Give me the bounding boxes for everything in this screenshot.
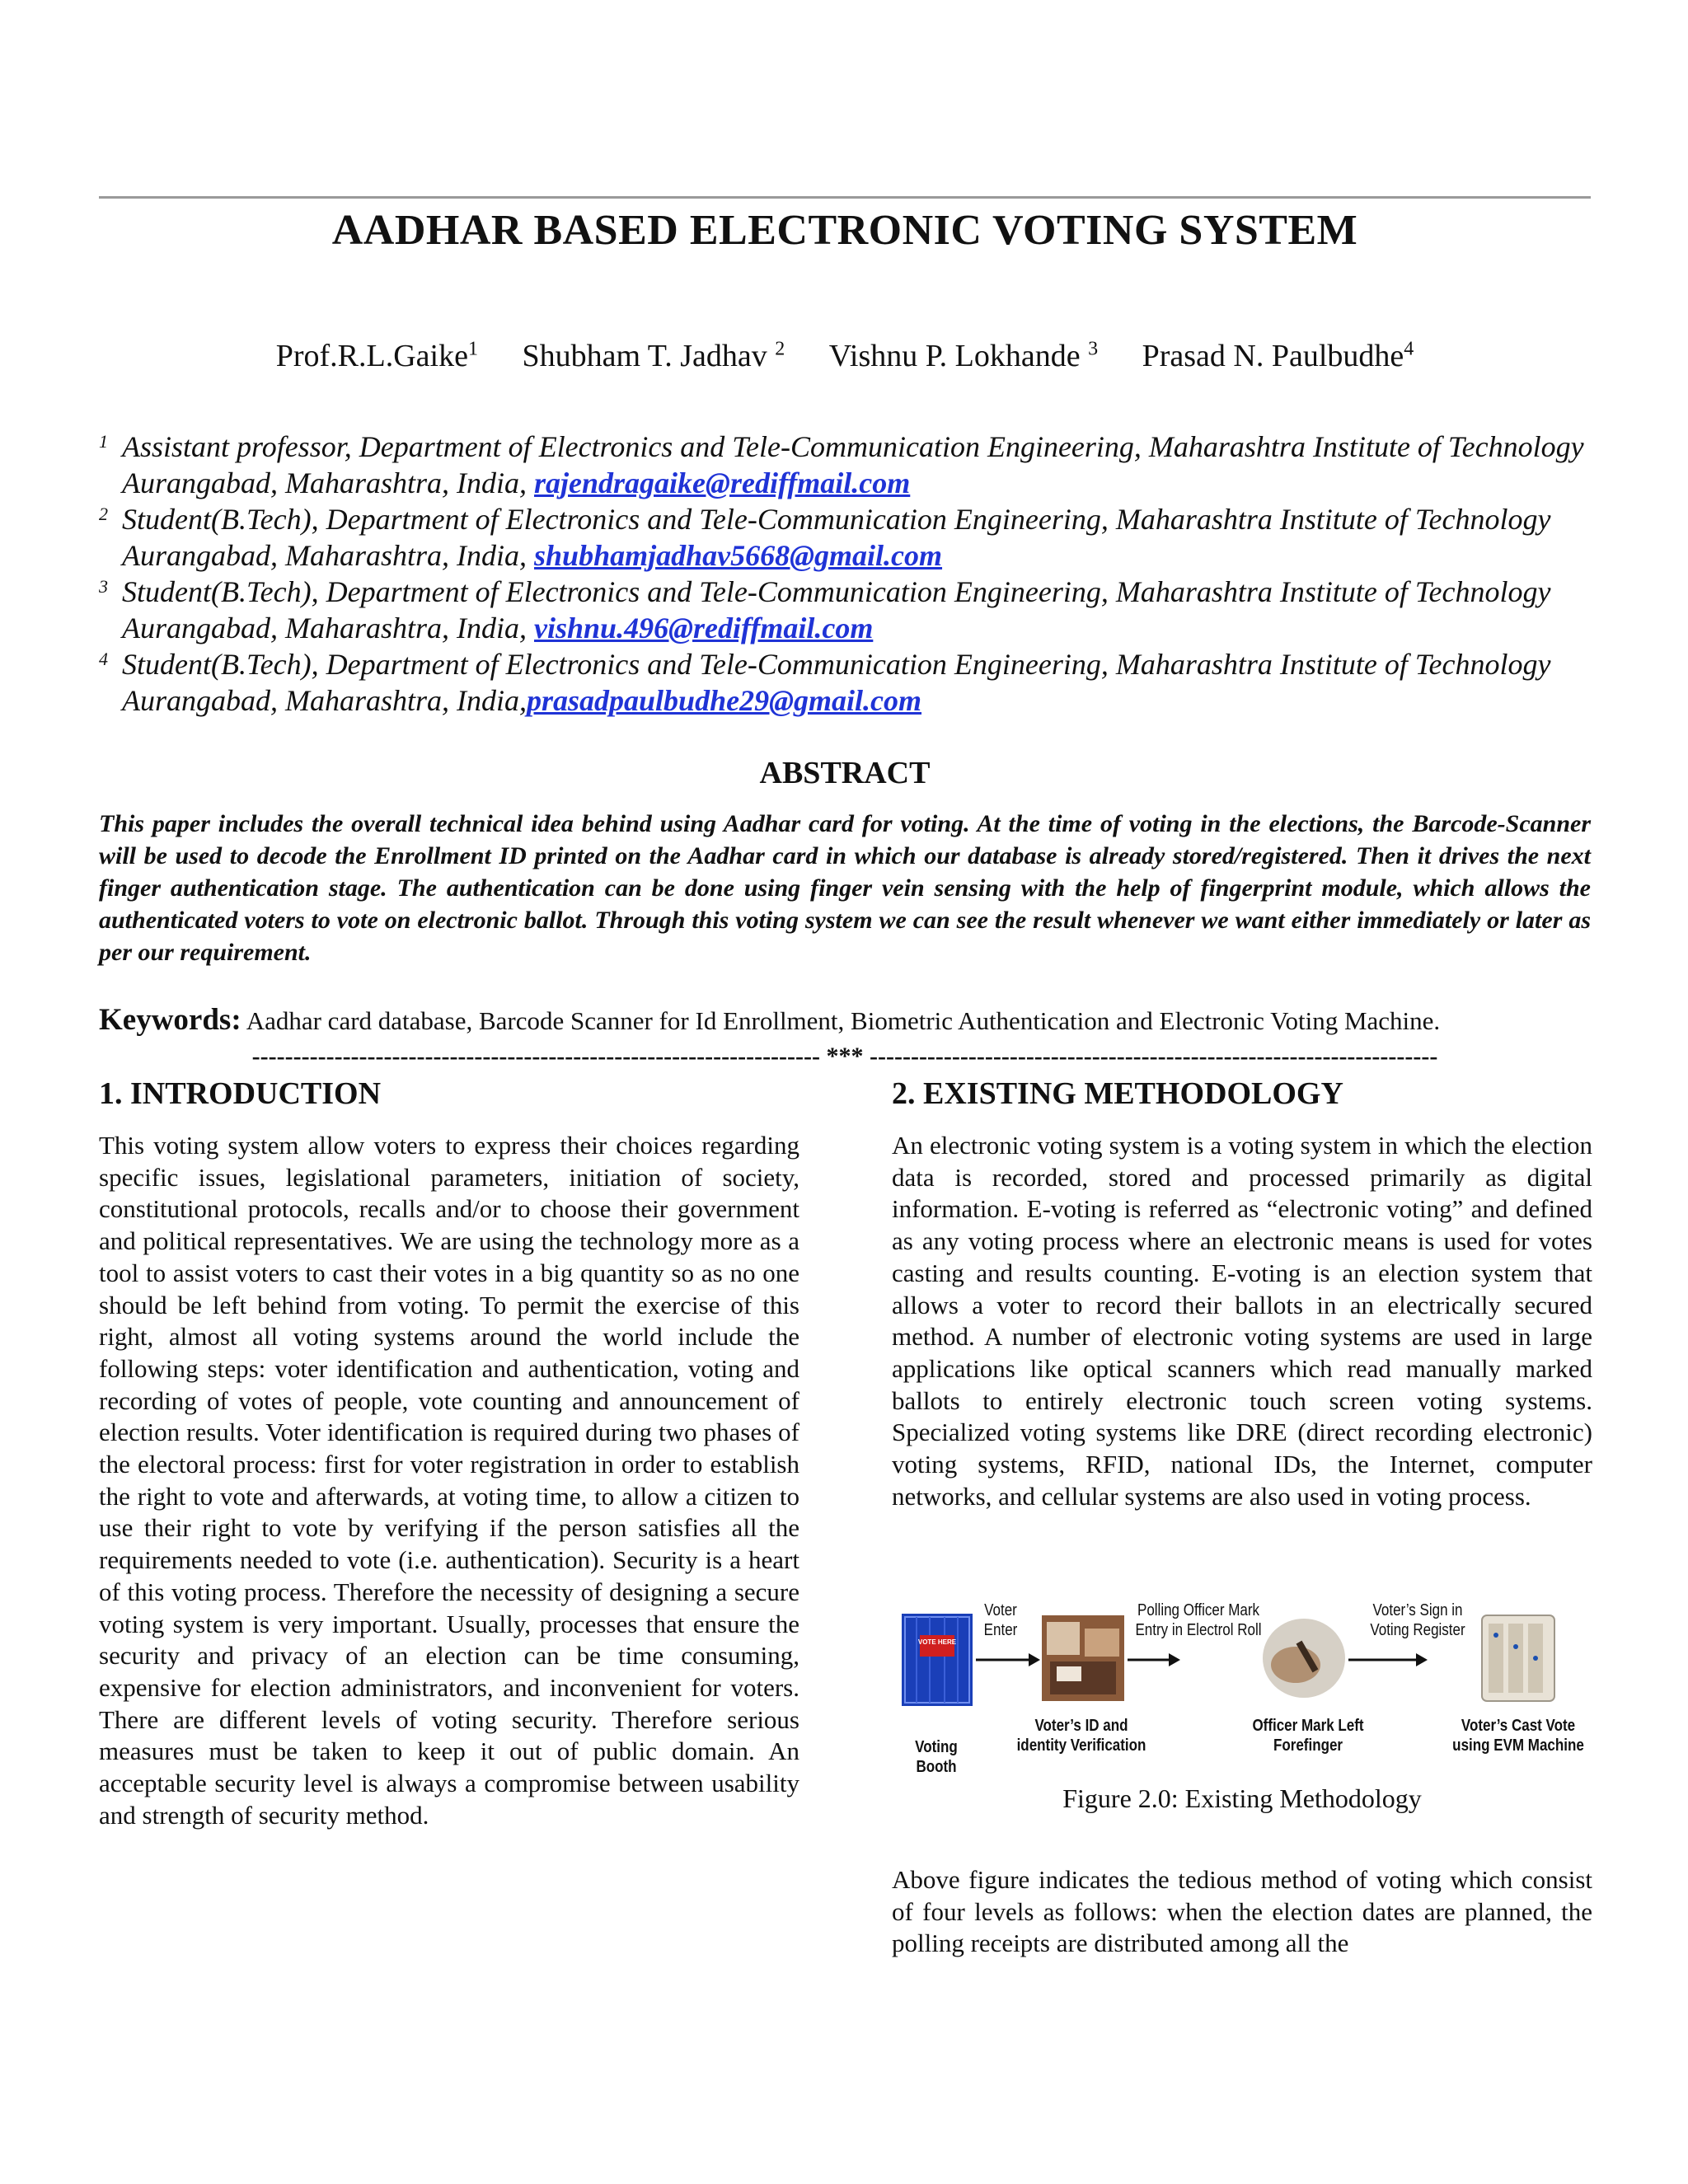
email-link[interactable]: shubhamjadhav5668@gmail.com	[534, 539, 943, 572]
keywords-label: Keywords:	[99, 1003, 241, 1037]
author	[829, 338, 1098, 374]
keywords	[99, 1002, 1599, 1038]
affiliation	[99, 501, 1599, 574]
email-link[interactable]: vishnu.496@rediffmail.com	[534, 612, 874, 644]
figure-caption: Figure 2.0: Existing Methodology	[1062, 1783, 1422, 1813]
header-rule	[99, 196, 1591, 199]
author-name: Shubham T. Jadhav	[522, 339, 767, 373]
email-link[interactable]: prasadpaulbudhe29@gmail.com	[527, 684, 922, 717]
label-id-verification: Voter’s ID and identity Verification	[1016, 1717, 1146, 1755]
author-sup: 2	[775, 338, 785, 360]
section-separator: --------------------------------------------------------------------- *** ---------------------------------------------------------------------	[251, 1043, 1438, 1070]
label-cast-vote: Voter’s Cast Vote using EVM Machine	[1452, 1717, 1584, 1755]
section-heading: 1. INTRODUCTION	[99, 1076, 382, 1111]
id-verification-image	[1042, 1615, 1124, 1701]
section-heading: 2. EXISTING METHODOLOGY	[892, 1076, 1343, 1111]
affiliation	[99, 574, 1599, 646]
affiliation	[99, 646, 1599, 719]
post-figure-section	[892, 1864, 1592, 1960]
affiliation-sup: 1	[99, 431, 108, 452]
existing-methodology-figure	[892, 1599, 1597, 1776]
evm-machine-image	[1482, 1615, 1554, 1701]
author-name: Prasad N. Paulbudhe	[1142, 339, 1404, 373]
affiliation-text: Student(B.Tech), Department of Electronics and Tele-Communication Engineering, Maharashtra Institute of Technology Aurangabad, Maharashtra, India,	[122, 648, 1551, 717]
existing-methodology-section	[892, 1076, 1592, 1512]
affiliation-text: Assistant professor, Department of Electronics and Tele-Communication Engineering, Maharashtra Institute of Technology Aurangabad, Maharashtra, India,	[122, 430, 1584, 499]
intro-section	[99, 1076, 799, 1831]
paper-title: AADHAR BASED ELECTRONIC VOTING SYSTEM	[331, 207, 1358, 254]
affiliation-sup: 3	[99, 576, 108, 597]
post-figure-paragraph: Above figure indicates the tedious method of voting which consist of four levels as follows: when the election dates are planned, the polling receipts are distributed among all the	[892, 1865, 1592, 1958]
affiliation-text: Student(B.Tech), Department of Electronics and Tele-Communication Engineering, Maharashtra Institute of Technology Aurangabad, Maharashtra, India,	[122, 503, 1551, 572]
affiliation-sup: 4	[99, 649, 108, 669]
intro-paragraph: This voting system allow voters to express their choices regarding specific issues, legislational parameters, initiation of society, constitutional protocols, recalls and/or to choose their government and political representatives. We are using the technology more as a tool to assist voters to cast their votes in a big quantity so as no one should be left behind from voting. To permit the exercise of this right, almost all voting systems around the world include the following steps: voter identification and authentication, voting and recording of votes of people, vote counting and announcement of election results. Voter identification is required during two phases of the electoral process: first for voter registration in order to establish the right to vote and afterwards, at voting time, to allow a citizen to use their right to vote by verifying if the person satisfies all the requirements needed to vote (i.e. authentication). Security is a heart of this voting process. Therefore the necessity of designing a secure voting system is very important. Usually, processes that ensure the security and privacy of an election can be time consuming, expensive for election administrators, and inconvenient for voters. There are different levels of voting security. Therefore serious measures must be taken to keep it out of public domain. An acceptable security level is always a compromise between usability and strength of security method.	[99, 1131, 799, 1830]
label-voter-enter: Voter Enter	[983, 1601, 1018, 1639]
author-name: Vishnu P. Lokhande	[828, 339, 1081, 373]
affiliation	[99, 429, 1599, 501]
abstract-text: This paper includes the overall technical idea behind using Aadhar card for voting. At the time of voting in the elections, the Barcode-Scanner will be used to decode the Enrollment ID printed on the Aadhar card in which our database is already stored/registered. Then it drives the next finger authentication stage. The authentication can be done using finger vein sensing with the help of fingerprint module, which allows the authenticated voters to vote on electronic ballot. Through this voting system we can see the result whenever we want either immediately or later as per our requirement.	[99, 810, 1591, 966]
author-sup: 1	[467, 338, 478, 360]
abstract-heading: ABSTRACT	[759, 756, 931, 790]
affiliation-text: Student(B.Tech), Department of Electronics and Tele-Communication Engineering, Maharashtra Institute of Technology Aurangabad, Maharashtra, India,	[122, 575, 1551, 644]
author	[276, 338, 478, 374]
voting-booth-image	[902, 1614, 973, 1706]
label-polling-officer: Polling Officer Mark Entry in Electrol Roll	[1135, 1601, 1262, 1639]
existing-paragraph: An electronic voting system is a voting system in which the election data is recorded, stored and processed primarily as digital information. E-voting is referred as “electronic voting” and defined as any voting process where an electronic means is used for votes casting and results counting. E-voting is an election system that allows a voter to record their ballots in an electrically secured method. A number of electronic voting systems are used in large applications like optical scanners which read manually marked ballots to entirely electronic touch screen voting systems. Specialized voting systems like DRE (direct recording electronic) voting systems, RFID, national IDs, the Internet, computer networks, and cellular systems are also used in voting process.	[892, 1131, 1592, 1511]
author-name: Prof.R.L.Gaike	[275, 339, 468, 373]
author-sup: 4	[1404, 338, 1414, 360]
affiliation-list	[99, 429, 1599, 719]
author-list	[99, 338, 1591, 374]
keywords-text: Aadhar card database, Barcode Scanner for Id Enrollment, Biometric Authentication and Electronic Voting Machine.	[246, 1006, 1441, 1035]
label-voter-sign: Voter’s Sign in Voting Register	[1370, 1601, 1465, 1639]
label-voting-booth: Voting Booth	[915, 1738, 958, 1776]
author	[1142, 338, 1414, 374]
author-sup: 3	[1088, 338, 1099, 360]
author	[522, 338, 785, 374]
affiliation-sup: 2	[99, 504, 108, 524]
label-officer-mark: Officer Mark Left Forefinger	[1252, 1717, 1364, 1755]
email-link[interactable]: rajendragaike@rediffmail.com	[534, 466, 911, 499]
booth-sign: VOTE HERE	[917, 1638, 957, 1646]
